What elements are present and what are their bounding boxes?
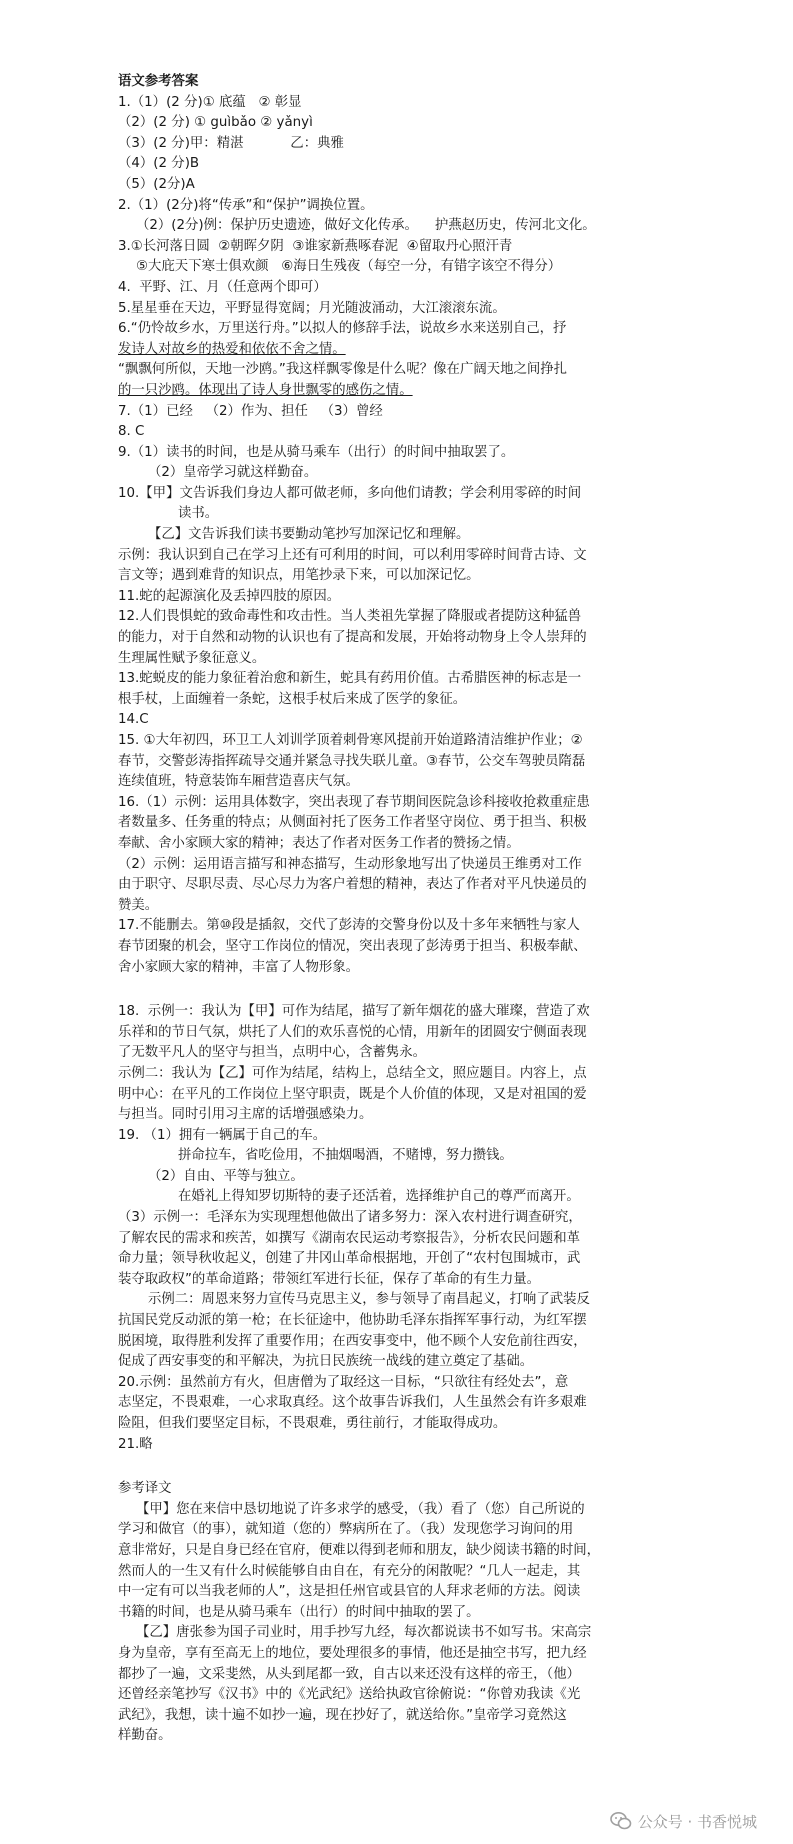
text-line: 学习和做官（的事），就知道（您的）弊病所在了。（我）发现您学习询问的用 xyxy=(118,1522,574,1538)
text-line: 者数量多、任务重的特点；从侧面衬托了医务工作者坚守岗位、勇于担当、积极 xyxy=(118,815,587,831)
text-line: 在婚礼上得知罗切斯特的妻子还活着，选择维护自己的尊严而离开。 xyxy=(178,1189,580,1205)
text-line: 然而人的一生又有什么时候能够自由自在，有充分的闲散呢？“几人一起走，其 xyxy=(118,1563,581,1579)
text-line: 11.蛇的起源演化及丢掉四肢的原因。 xyxy=(118,588,341,604)
text-line: （3）(2 分)甲：精湛 乙：典雅 xyxy=(118,135,344,151)
text-line: （2）(2分)例：保护历史遗迹，做好文化传承。 护燕赵历史，传河北文化。 xyxy=(136,218,596,234)
text-line: 脱困境，取得胜利发挥了重要作用；在西安事变中，他不顾个人安危前往西安， xyxy=(118,1333,587,1349)
text-line: 2.（1）(2分)将“传承”和“保护”调换位置。 xyxy=(118,197,374,213)
text-line: 17.不能删去。第⑩段是插叙，交代了彭涛的交警身份以及十多年来牺牲与家人 xyxy=(118,918,580,934)
text-line: 与担当。同时引用习主席的话增强感染力。 xyxy=(118,1107,373,1123)
text-line: 由于职守、尽职尽责、尽心尽力为客户着想的精神，表达了作者对平凡快递员的 xyxy=(118,877,587,893)
text-line: 【乙】唐张参为国子司业时，用手抄写九经，每次都说读书不如写书。宋高宗 xyxy=(136,1625,592,1641)
text-line: 10.【甲】文告诉我们身边人都可做老师，多向他们请教；学会利用零碎的时间 xyxy=(118,485,582,501)
wechat-icon xyxy=(610,1811,632,1831)
text-line: ⑤大庇天下寒士俱欢颜 ⑥海日生残夜（每空一分，有错字该空不得分） xyxy=(136,259,562,275)
text-line: 样勤奋。 xyxy=(118,1728,172,1744)
text-line: 还曾经亲笔抄写《汉书》中的《光武纪》送给执政官徐俯说：“你曾劝我读《光 xyxy=(118,1687,581,1703)
text-line: 舍小家顾大家的精神，丰富了人物形象。 xyxy=(118,959,360,975)
text-line: 示例二：我认为【乙】可作为结尾，结构上，总结全文，照应题目。内容上，点 xyxy=(118,1065,587,1081)
text-line: 促成了西安事变的和平解决，为抗日民族统一战线的建立奠定了基础。 xyxy=(118,1354,534,1370)
text-line: 明中心：在平凡的工作岗位上坚守职责，既是个人价值的体现，又是对祖国的爱 xyxy=(118,1086,587,1102)
text-line: 了无数平凡人的坚守与担当，点明中心，含蓄隽永。 xyxy=(118,1045,426,1061)
text-line: 险阻，但我们要坚定目标，不畏艰难，勇往前行，才能取得成功。 xyxy=(118,1416,507,1431)
text-line: 志坚定，不畏艰难，一心求取真经。这个故事告诉我们，人生虽然会有许多艰难 xyxy=(118,1395,587,1411)
watermark xyxy=(610,1806,757,1836)
section-heading: 参考译文 xyxy=(118,1481,172,1497)
text-line: 中一定有可以当我老师的人”，这是担任州官或县官的人拜求老师的方法。阅读 xyxy=(118,1584,581,1600)
text-line: 15. ①大年初四，环卫工人刘训学顶着刺骨寒风提前开始道路清洁维护作业；② xyxy=(118,733,583,748)
text-line: 19. （1）拥有一辆属于自己的车。 xyxy=(118,1127,327,1143)
text-line: 21.略 xyxy=(118,1436,153,1452)
text-line: （2）自由、平等与独立。 xyxy=(148,1168,304,1184)
text-line: 抗国民党反动派的第一枪；在长征途中，他协助毛泽东指挥军事行动，为红军摆 xyxy=(118,1313,587,1329)
text-line: 装夺取政权”的革命道路；带领红军进行长征，保存了革命的有生力量。 xyxy=(118,1271,541,1287)
text-line: 13.蛇蜕皮的能力象征着治愈和新生，蛇具有药用价值。古希腊医神的标志是一 xyxy=(118,671,582,687)
text-line: 7.（1）已经 （2）作为、担任 （3）曾经 xyxy=(118,403,383,419)
text-line: 书籍的时间，也是从骑马乘车（出行）的时间中抽取的罢了。 xyxy=(118,1604,480,1620)
text-line: 14.C xyxy=(118,712,149,728)
text-line: 9.（1）读书的时间，也是从骑马乘车（出行）的时间中抽取罢了。 xyxy=(118,444,515,460)
doc-title: 语文参考答案 xyxy=(118,74,199,89)
text-line: 了解农民的需求和疾苦，如撰写《湖南农民运动考察报告》，分析农民问题和革 xyxy=(118,1230,580,1246)
text-line: 12.人们畏惧蛇的致命毒性和攻击性。当人类祖先掌握了降服或者提防这种猛兽 xyxy=(118,609,582,625)
text-line: 20.示例：虽然前方有火，但唐僧为了取经这一目标，“只欲往有经处去”，意 xyxy=(118,1374,569,1390)
text-line: 【乙】文告诉我们读书要勤动笔抄写加深记忆和理解。 xyxy=(148,527,470,543)
text-line: 3.①长河落日圆 ②朝晖夕阴 ③谁家新燕啄春泥 ④留取丹心照汗青 xyxy=(118,238,513,254)
text-line: “飘飘何所似，天地一沙鸥。”我这样飘零像是什么呢？像在广阔天地之间挣扎 xyxy=(118,362,568,378)
text-line: （5）(2分)A xyxy=(118,176,195,192)
text-line: 春节，交警彭涛指挥疏导交通并紧急寻找失联儿童。③春节，公交车驾驶员隋磊 xyxy=(118,753,586,769)
text-line: 示例：我认识到自己在学习上还有可利用的时间，可以利用零碎时间背古诗、文 xyxy=(118,547,587,563)
text-line: 连续值班，特意装饰车厢营造喜庆气氛。 xyxy=(118,774,360,790)
text-line: （2）(2 分) ① guìbǎo ② yǎnyì xyxy=(118,115,313,131)
text-line: 命力量；领导秋收起义，创建了井冈山革命根据地，开创了“农村包围城市，武 xyxy=(118,1251,581,1267)
answer-document xyxy=(118,72,683,1747)
text-line: 根手杖，上面缠着一条蛇，这根手杖后来成了医学的象征。 xyxy=(118,691,467,707)
text-line: （2）皇帝学习就这样勤奋。 xyxy=(148,465,318,481)
text-line: 的一只沙鸥。体现出了诗人身世飘零的感伤之情。 xyxy=(118,382,413,398)
text-line: 6.“仍怜故乡水，万里送行舟。”以拟人的修辞手法，说故乡水来送别自己，抒 xyxy=(118,321,567,337)
text-line: 【甲】您在来信中恳切地说了许多求学的感受，（我）看了（您）自己所说的 xyxy=(136,1501,585,1517)
text-line: 乐祥和的节日气氛，烘托了人们的欢乐喜悦的心情，用新年的团圆安宁侧面表现 xyxy=(118,1024,587,1040)
text-line: 身为皇帝，享有至高无上的地位，要处理很多的事情，他还是抽空书写，把九经 xyxy=(118,1645,587,1661)
text-line: 示例二：周恩来努力宣传马克思主义，参与领导了南昌起义，打响了武装反 xyxy=(148,1292,590,1308)
text-line: 意非常好，只是自身已经在官府，便难以得到老师和朋友，缺少阅读书籍的时间， xyxy=(118,1542,601,1558)
text-line: 1.（1）(2 分)① 底蕴 ② 彰显 xyxy=(118,94,302,110)
text-line: 读书。 xyxy=(178,506,219,522)
text-line: 武纪》，我想，读十遍不如抄一遍，现在抄好了，就送给你。”皇帝学习竟然这 xyxy=(118,1707,567,1723)
text-line: （3）示例一：毛泽东为实现理想他做出了诸多努力：深入农村进行调查研究， xyxy=(118,1210,582,1226)
text-line: 5.星星垂在天边，平野显得宽阔；月光随波涌动，大江滚滚东流。 xyxy=(118,300,506,316)
text-line: 发诗人对故乡的热爱和依依不舍之情。 xyxy=(118,341,346,357)
watermark-text: 公众号 · 书香悦城 xyxy=(637,1812,757,1831)
text-line: 言文等；遇到难背的知识点，用笔抄录下来，可以加深记忆。 xyxy=(118,568,480,584)
text-line: 赞美。 xyxy=(118,897,159,913)
text-line: 拼命拉车，省吃俭用，不抽烟喝酒，不赌博，努力攒钱。 xyxy=(178,1148,513,1164)
text-line: 4. 平野、江、月（任意两个即可） xyxy=(118,279,327,295)
text-line: 8. C xyxy=(118,424,145,440)
text-line: （4）(2 分)B xyxy=(118,156,200,172)
text-line: 生理属性赋予象征意义。 xyxy=(118,650,266,666)
text-line: 18. 示例一：我认为【甲】可作为结尾，描写了新年烟花的盛大璀璨，营造了欢 xyxy=(118,1004,590,1020)
text-line: 的能力，对于自然和动物的认识也有了提高和发展，开始将动物身上令人崇拜的 xyxy=(118,630,587,646)
text-line: （2）示例：运用语言描写和神态描写，生动形象地写出了快递员王维勇对工作 xyxy=(118,856,582,872)
text-line: 奉献、舍小家顾大家的精神；表达了作者对医务工作者的赞扬之情。 xyxy=(118,835,520,851)
text-line: 16.（1）示例：运用具体数字，突出表现了春节期间医院急诊科接收抢救重症患 xyxy=(118,794,590,810)
text-line: 都抄了一遍，文采斐然，从头到尾都一致，自古以来还没有这样的帝王，（他） xyxy=(118,1666,580,1682)
text-line: 春节团聚的机会，坚守工作岗位的情况，突出表现了彭涛勇于担当、积极奉献、 xyxy=(118,938,587,954)
